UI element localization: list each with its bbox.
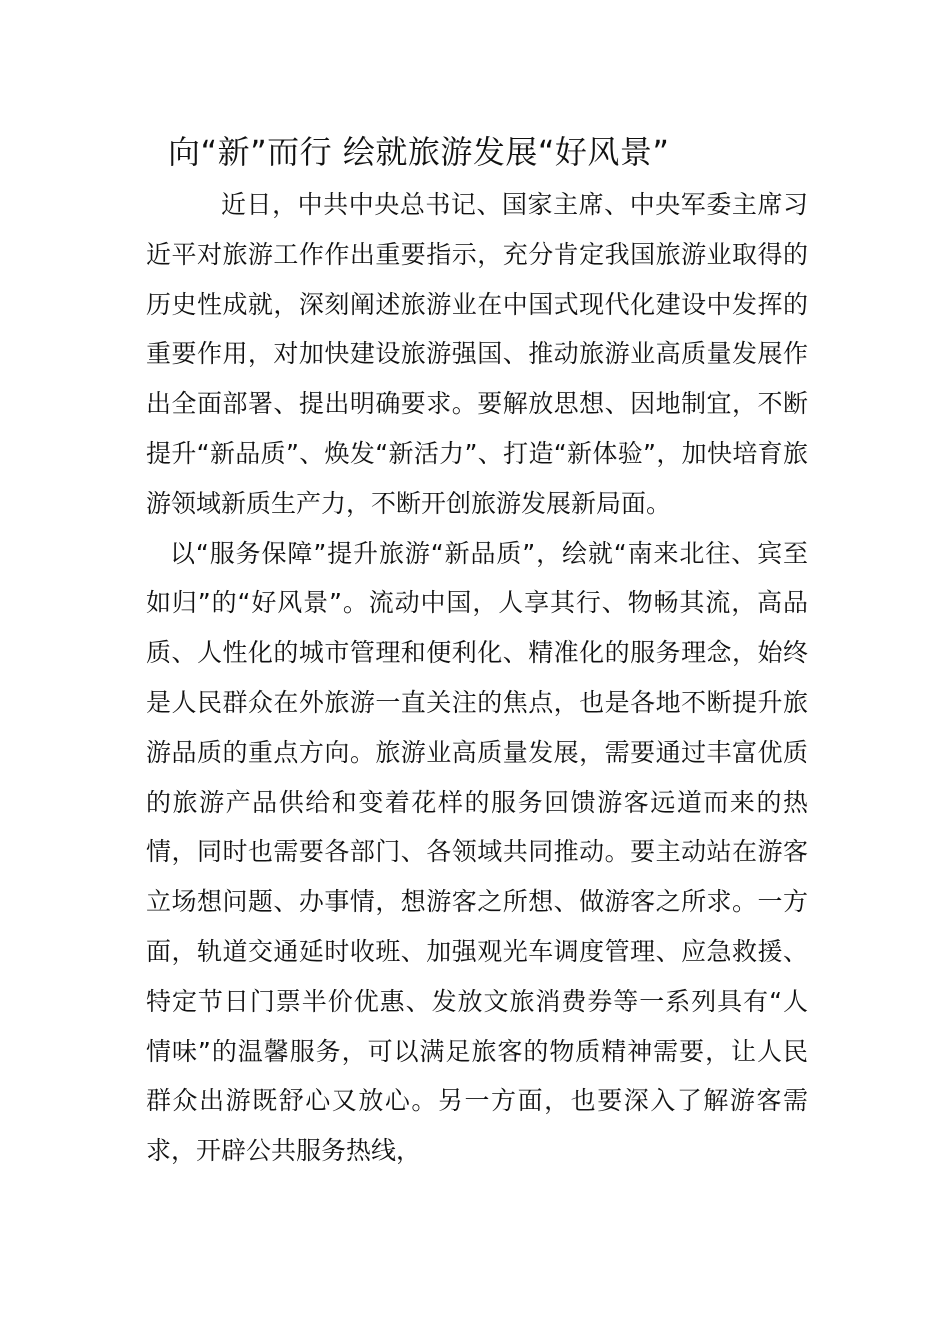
document-body xyxy=(146,180,808,1176)
document-title: 向“新”而行 绘就旅游发展“好风景” xyxy=(168,133,670,171)
paragraph: 近日，中共中央总书记、国家主席、中央军委主席习近平对旅游工作作出重要指示，充分肯定我国旅游业取得的历史性成就，深刻阐述旅游业在中国式现代化建设中发挥的重要作用，对加快建设旅游强国、推动旅游业高质量发展作出全面部署、提出明确要求。要解放思想、因地制宜，不断提升“新品质”、焕发“新活力”、打造“新体验”，加快培育旅游领域新质生产力，不断开创旅游发展新局面。 xyxy=(146,190,808,518)
paragraph: 以“服务保障”提升旅游“新品质”，绘就“南来北往、宾至如归”的“好风景”。流动中国，人享其行、物畅其流，高品质、人性化的城市管理和便利化、精准化的服务理念，始终是人民群众在外旅游一直关注的焦点，也是各地不断提升旅游品质的重点方向。旅游业高质量发展，需要通过丰富优质的旅游产品供给和变着花样的服务回馈游客远道而来的热情，同时也需要各部门、各领域共同推动。要主动站在游客立场想问题、办事情，想游客之所想、做游客之所求。一方面，轨道交通延时收班、加强观光车调度管理、应急救援、特定节日门票半价优惠、发放文旅消费券等一系列具有“人情味”的温馨服务，可以满足旅客的物质精神需要，让人民群众出游既舒心又放心。另一方面，也要深入了解游客需求，开辟公共服务热线， xyxy=(146,538,808,1166)
